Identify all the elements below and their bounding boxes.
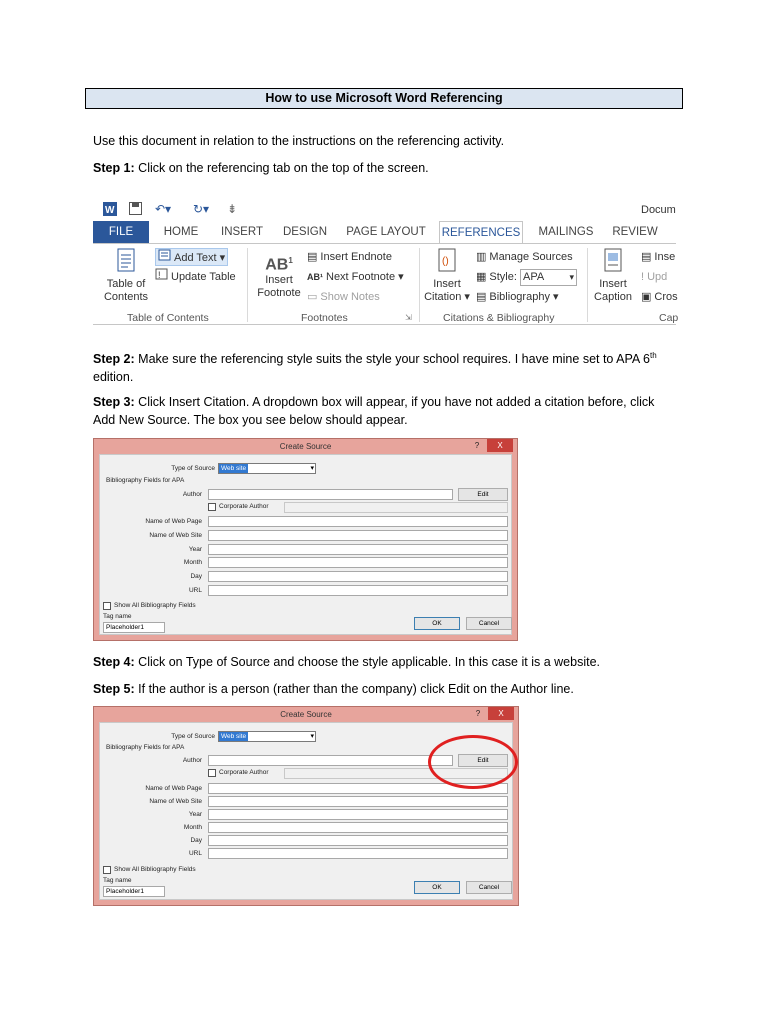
url-input[interactable]	[208, 848, 508, 859]
add-text-label: Add Text	[174, 252, 217, 264]
bibliography-label: Bibliography	[489, 291, 550, 303]
close-button[interactable]: X	[487, 439, 513, 452]
corporate-author-checkbox[interactable]	[208, 503, 216, 511]
table-of-figures-icon: ▤	[641, 251, 652, 264]
group-label-toc: Table of Contents	[127, 312, 209, 324]
step-2-label: Step 2:	[93, 352, 135, 367]
document-title: Docum	[641, 204, 676, 216]
corporate-author-label: Corporate Author	[219, 503, 269, 510]
step-1-text: Click on the referencing tab on the top of the screen.	[134, 161, 429, 175]
day-label: Day	[190, 573, 202, 580]
cross-reference-icon: ▣	[641, 291, 652, 304]
day-label: Day	[190, 837, 202, 844]
insert-endnote-icon: ▤	[307, 251, 318, 264]
save-icon[interactable]	[129, 202, 142, 218]
svg-text:!: !	[158, 270, 161, 281]
tab-references[interactable]: REFERENCES	[439, 221, 523, 244]
create-source-dialog	[93, 438, 518, 641]
web-site-label: Name of Web Site	[149, 798, 202, 805]
author-label: Author	[182, 757, 202, 764]
help-button[interactable]: ?	[474, 441, 480, 450]
author-input[interactable]	[208, 489, 453, 500]
day-input[interactable]	[208, 571, 508, 582]
word-ribbon	[93, 198, 679, 328]
tag-name-label: Tag name	[103, 613, 132, 620]
fields-heading: Bibliography Fields for APA	[106, 744, 185, 751]
group-label-footnotes: Footnotes	[301, 312, 348, 324]
help-button[interactable]: ?	[475, 709, 481, 718]
update-table-button[interactable]	[155, 268, 236, 286]
group-separator	[419, 248, 420, 322]
step-2	[93, 347, 673, 386]
type-of-source-value: Web site	[221, 465, 247, 472]
quick-access-toolbar	[93, 198, 676, 220]
chevron-down-icon: ▾	[310, 465, 314, 472]
edit-author-button[interactable]: Edit	[458, 754, 508, 767]
insert-footnote-label: Insert Footnote	[257, 274, 301, 300]
group-label-captions: Cap	[659, 312, 679, 324]
year-label: Year	[188, 811, 202, 818]
create-source-dialog	[93, 706, 519, 906]
table-of-contents-icon	[115, 265, 137, 277]
table-of-contents-label: Table of Contents	[103, 278, 149, 303]
group-label-citations: Citations & Bibliography	[443, 312, 555, 324]
web-site-label: Name of Web Site	[149, 532, 202, 539]
step-4-label: Step 4:	[93, 655, 135, 669]
step-5	[93, 680, 673, 698]
step-2-text-b: edition.	[93, 370, 134, 385]
insert-endnote-button[interactable]	[307, 248, 392, 266]
footnote-icon: $AB^1$	[265, 256, 293, 274]
ok-button[interactable]: OK	[414, 881, 460, 894]
web-site-input[interactable]	[208, 796, 508, 807]
corporate-author-input	[284, 502, 508, 513]
insert-table-of-figures-button[interactable]	[641, 248, 675, 266]
month-input[interactable]	[208, 822, 508, 833]
manage-sources-icon: ▥	[476, 251, 487, 264]
show-notes-label: Show Notes	[320, 291, 380, 303]
ribbon-tabs	[93, 221, 676, 243]
redo-icon[interactable]: ↻▾	[193, 202, 210, 216]
footnotes-launcher-icon[interactable]: ⇲	[405, 313, 412, 322]
tab-review[interactable]: REVIEW	[612, 226, 658, 238]
type-of-source-label: Type of Source	[171, 465, 215, 472]
year-label: Year	[188, 546, 202, 553]
insert-footnote-button[interactable]	[253, 252, 305, 300]
step-1	[93, 159, 673, 177]
insert-caption-button[interactable]	[589, 248, 637, 304]
show-all-fields-checkbox[interactable]	[103, 866, 111, 874]
show-notes-button[interactable]	[307, 288, 380, 306]
show-all-fields-label: Show All Bibliography Fields	[114, 602, 196, 609]
table-of-contents-button[interactable]	[97, 248, 155, 304]
step-5-text: If the author is a person (rather than the company) click Edit on the Author line.	[134, 682, 574, 696]
style-label: Style:	[489, 271, 517, 283]
cancel-button[interactable]: Cancel	[466, 881, 512, 894]
step-1-label: Step 1:	[93, 161, 135, 175]
type-of-source-select[interactable]	[218, 731, 316, 742]
customize-qat-icon[interactable]: ⇟	[227, 202, 238, 216]
undo-icon[interactable]: ↶▾	[155, 202, 172, 216]
month-label: Month	[183, 559, 202, 566]
svg-text:(): ()	[442, 256, 449, 267]
dialog-title-buttons	[468, 707, 514, 720]
corporate-author-checkbox[interactable]	[208, 769, 216, 777]
web-page-label: Name of Web Page	[145, 785, 202, 792]
ok-button[interactable]: OK	[414, 617, 460, 630]
step-3-label: Step 3:	[93, 395, 135, 409]
tab-design[interactable]: DESIGN	[282, 226, 328, 238]
update-table-label: Update Table	[171, 271, 236, 283]
insert-table-of-figures-label: Inse	[654, 251, 676, 263]
insert-citation-label: Insert Citation ▾	[424, 278, 470, 303]
tab-mailings[interactable]: MAILINGS	[538, 226, 594, 238]
cancel-button[interactable]: Cancel	[466, 617, 512, 630]
update-table-icon	[155, 268, 168, 286]
tag-name-input[interactable]: Placeholder1	[103, 886, 165, 897]
insert-caption-icon	[602, 265, 624, 277]
web-site-input[interactable]	[208, 530, 508, 541]
add-text-button[interactable]: Add Text ▾	[155, 248, 228, 266]
fields-heading: Bibliography Fields for APA	[106, 477, 185, 484]
bibliography-button[interactable]: ▤ Bibliography ▾	[476, 288, 559, 306]
type-of-source-value: Web site	[221, 733, 247, 740]
url-label: URL	[188, 587, 202, 594]
intro-text: Use this document in relation to the instructions on the referencing activity.	[93, 134, 505, 148]
cross-reference-label: Cros	[654, 291, 678, 303]
show-all-fields-checkbox[interactable]	[103, 602, 111, 610]
url-input[interactable]	[208, 585, 508, 596]
next-footnote-label: Next Footnote	[326, 271, 396, 283]
dialog-title: Create Source	[280, 710, 332, 719]
step-3-text: Click Insert Citation. A dropdown box will appear, if you have not added a citation before, click Add New Source. The box you see below should appear.	[93, 395, 655, 427]
tab-home[interactable]: HOME	[163, 226, 199, 238]
chevron-down-icon: ▾	[310, 733, 314, 740]
group-separator	[247, 248, 248, 322]
manage-sources-button[interactable]	[476, 248, 573, 266]
close-button[interactable]: X	[488, 707, 514, 720]
style-icon: ▦	[476, 271, 487, 284]
year-input[interactable]	[208, 809, 508, 820]
insert-endnote-label: Insert Endnote	[320, 251, 392, 263]
next-footnote-button[interactable]: AB¹ Next Footnote ▾	[307, 268, 404, 286]
step-4-text: Click on Type of Source and choose the style applicable. In this case it is a website.	[134, 655, 600, 669]
dialog-title-buttons	[467, 439, 513, 452]
update-table-of-figures-button[interactable]	[641, 268, 667, 286]
manage-sources-label: Manage Sources	[489, 251, 573, 263]
step-3	[93, 393, 673, 429]
style-dropdown[interactable]: APA ▾	[520, 269, 577, 286]
add-text-icon	[158, 249, 171, 267]
style-selector[interactable]	[476, 268, 577, 286]
edit-highlight-ellipse	[428, 735, 518, 789]
next-footnote-icon: AB¹	[307, 272, 323, 283]
author-input[interactable]	[208, 755, 453, 766]
type-of-source-select[interactable]	[218, 463, 316, 474]
show-all-fields-label: Show All Bibliography Fields	[114, 866, 196, 873]
month-input[interactable]	[208, 557, 508, 568]
corporate-author-label: Corporate Author	[219, 769, 269, 776]
update-table-of-figures-label: Upd	[647, 271, 668, 283]
tag-name-input[interactable]: Placeholder1	[103, 622, 165, 633]
insert-citation-button[interactable]	[421, 248, 473, 304]
year-input[interactable]	[208, 544, 508, 555]
show-notes-icon: ▭	[307, 291, 318, 304]
tab-insert[interactable]: INSERT	[221, 226, 263, 238]
dialog-title: Create Source	[279, 442, 332, 451]
group-separator	[587, 248, 588, 322]
ribbon-body	[93, 243, 679, 325]
bibliography-icon: ▤	[476, 291, 487, 304]
month-label: Month	[183, 824, 202, 831]
dialog-body	[99, 454, 512, 635]
url-label: URL	[188, 850, 202, 857]
page-title: How to use Microsoft Word Referencing	[85, 88, 683, 109]
insert-citation-icon	[436, 256, 458, 277]
step-2-text-a: Make sure the referencing style suits the style your school requires. I have mine set to APA 6	[134, 352, 650, 367]
type-of-source-label: Type of Source	[171, 733, 215, 740]
insert-caption-label: Insert Caption	[594, 278, 632, 303]
step-2-superscript: th	[650, 351, 657, 360]
web-page-label: Name of Web Page	[145, 518, 202, 525]
svg-text:W: W	[105, 205, 115, 216]
tab-file[interactable]: FILE	[93, 221, 149, 243]
step-5-label: Step 5:	[93, 682, 135, 696]
cross-reference-button[interactable]	[641, 288, 678, 306]
word-app-icon	[103, 202, 117, 219]
author-label: Author	[182, 491, 202, 498]
web-page-input[interactable]	[208, 516, 508, 527]
step-4	[93, 653, 673, 671]
tab-page-layout[interactable]: PAGE LAYOUT	[346, 226, 426, 238]
update-figures-icon: !	[641, 271, 645, 284]
edit-author-button[interactable]: Edit	[458, 488, 508, 501]
tag-name-label: Tag name	[103, 877, 132, 884]
day-input[interactable]	[208, 835, 508, 846]
